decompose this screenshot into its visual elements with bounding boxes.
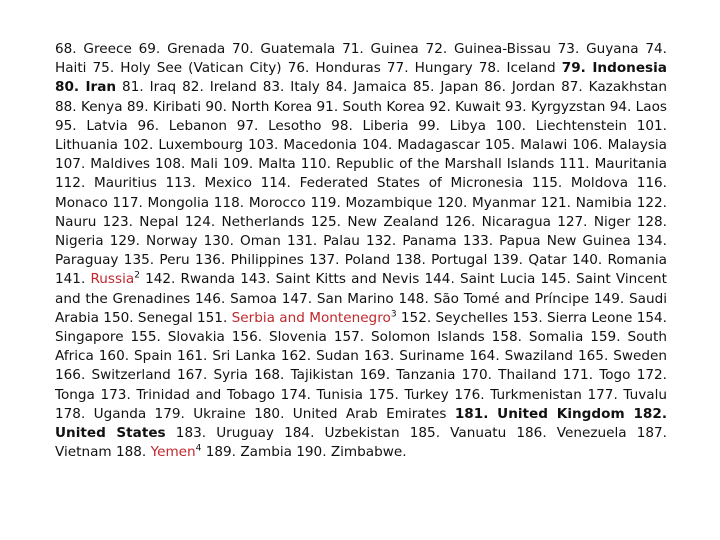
country-list-paragraph [55, 40, 667, 462]
footnote-4: 4 [195, 443, 202, 454]
highlight-serbia-montenegro: Serbia and Montenegro [231, 309, 391, 326]
highlight-russia: Russia [90, 271, 135, 288]
footnote-3: 3 [390, 309, 397, 320]
text-segment: 81. Iraq 82. Ireland 83. Italy 84. Jamaica 85. Japan 86. Jordan 87. Kazakhstan 88. Kenya 89. Kiribati 90. North Korea 91. South Korea 92. Kuwait 93. Kyrgyzstan 94. Laos 95. Latvia 96. Lebanon 97. Lesotho 98. Liberia 99. Libya 100. Liechtenstein 101. Lithuania 102. Luxembourg 103. Macedonia 104. Madagascar 105. Malawi 106. Malaysia 107. Maldives 108. Mali 109. Malta 110. Republic of the Marshall Islands 111. Mauritania 112. Mauritius 113. Mexico 114. Federated States of Micronesia 115. Moldova 116. Monaco 117. Mongolia 118. Morocco 119. Mozambique 120. Myanmar 121. Namibia 122. Nauru 123. Nepal 124. Netherlands 125. New Zealand 126. Nicaragua 127. Niger 128. Nigeria 129. Norway 130. Oman 131. Palau 132. Panama 133. Papua New Guinea 134. Paraguay 135. Peru 136. Philippines 137. Poland 138. Portugal 139. Qatar 140. Romania 141. [55, 79, 667, 288]
text-segment: 189. Zambia 190. Zimbabwe. [201, 444, 407, 461]
highlight-yemen: Yemen [150, 444, 196, 461]
text-segment: 68. Greece 69. Grenada 70. Guatemala 71. Guinea 72. Guinea-Bissau 73. Guyana 74. Haiti 75. Holy See (Vatican City) 76. Honduras 77. Hungary 78. Iceland [55, 41, 667, 77]
footnote-2: 2 [134, 270, 140, 281]
text-segment: 152. Seychelles 153. Sierra Leone 154. Singapore 155. Slovakia 156. Slovenia 157. Solomon Islands 158. Somalia 159. South Africa 160. Spain 161. Sri Lanka 162. Sudan 163. Suriname 164. Swaziland 165. Sweden 166. Switzerland 167. Syria 168. Tajikistan 169. Tanzania 170. Thailand 171. Togo 172. Tonga 173. Trinidad and Tobago 174. Tunisia 175. Turkey 176. Turkmenistan 177. Tuvalu 178. Uganda 179. Ukraine 180. United Arab Emirates [55, 309, 668, 422]
bold-segment-uk-us: 181. United Kingdom 182. United States [55, 405, 667, 442]
bold-segment-indonesia-iran: 79. Indonesia 80. Iran [55, 60, 667, 96]
text-segment: 142. Rwanda 143. Saint Kitts and Nevis 144. Saint Lucia 145. Saint Vincent and the Grenadines 146. Samoa 147. San Marino 148. São Tomé and Príncipe 149. Saudi Arabia 150. Senegal 151. [55, 271, 667, 326]
text-segment: 183. Uruguay 184. Uzbekistan 185. Vanuatu 186. Venezuela 187. Vietnam 188. [55, 425, 667, 461]
